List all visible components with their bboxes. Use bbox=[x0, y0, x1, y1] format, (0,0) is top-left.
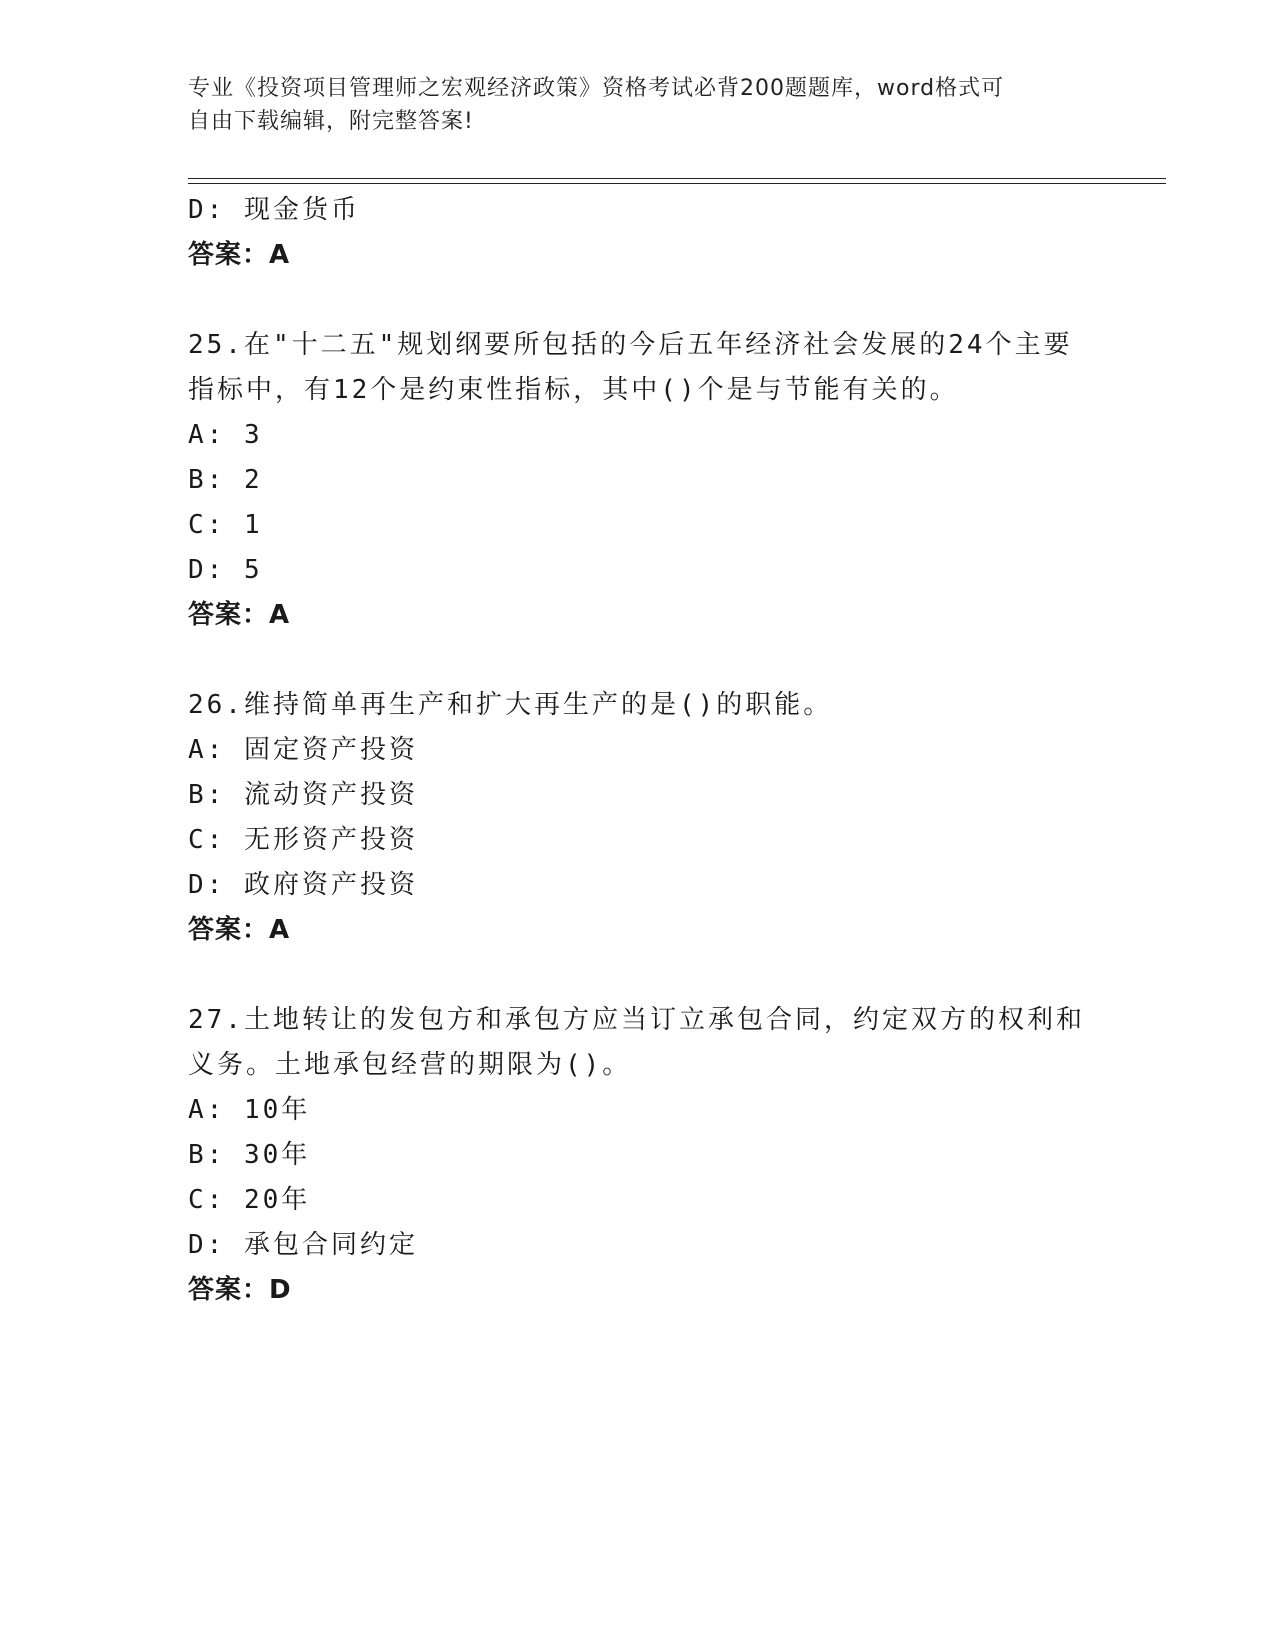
question-25-answer: 答案：A bbox=[188, 600, 291, 630]
question-25-stem-line-2: 指标中，有12个是约束性指标，其中()个是与节能有关的。 bbox=[188, 375, 959, 405]
question-27-stem-line-1: 27.土地转让的发包方和承包方应当订立承包合同，约定双方的权利和 bbox=[188, 1005, 1085, 1035]
header-rule-top bbox=[188, 178, 1166, 179]
prev-option-d: D: 现金货币 bbox=[188, 195, 360, 225]
question-27-option-c: C: 20年 bbox=[188, 1185, 311, 1215]
header-line-2: 自由下载编辑，附完整答案! bbox=[188, 109, 474, 134]
question-26-stem-line-1: 26.维持简单再生产和扩大再生产的是()的职能。 bbox=[188, 690, 833, 720]
question-27-stem-line-2: 义务。土地承包经营的期限为()。 bbox=[188, 1050, 632, 1080]
question-26-option-a: A: 固定资产投资 bbox=[188, 735, 418, 765]
header-line-1: 专业《投资项目管理师之宏观经济政策》资格考试必背200题题库，word格式可 bbox=[188, 76, 1005, 101]
question-25-option-b: B: 2 bbox=[188, 465, 263, 495]
question-25-option-c: C: 1 bbox=[188, 510, 263, 540]
question-26-option-d: D: 政府资产投资 bbox=[188, 870, 418, 900]
question-25-option-a: A: 3 bbox=[188, 420, 263, 450]
question-26-option-c: C: 无形资产投资 bbox=[188, 825, 418, 855]
question-26-option-b: B: 流动资产投资 bbox=[188, 780, 418, 810]
question-26-answer: 答案：A bbox=[188, 915, 291, 945]
question-25-option-d: D: 5 bbox=[188, 555, 263, 585]
question-27-option-b: B: 30年 bbox=[188, 1140, 311, 1170]
question-27-answer: 答案：D bbox=[188, 1275, 292, 1305]
header-rule-bottom bbox=[188, 183, 1166, 184]
prev-answer: 答案：A bbox=[188, 240, 291, 270]
question-27-option-d: D: 承包合同约定 bbox=[188, 1230, 418, 1260]
question-27-option-a: A: 10年 bbox=[188, 1095, 311, 1125]
question-25-stem-line-1: 25.在"十二五"规划纲要所包括的今后五年经济社会发展的24个主要 bbox=[188, 330, 1073, 360]
document-header bbox=[188, 72, 1078, 138]
